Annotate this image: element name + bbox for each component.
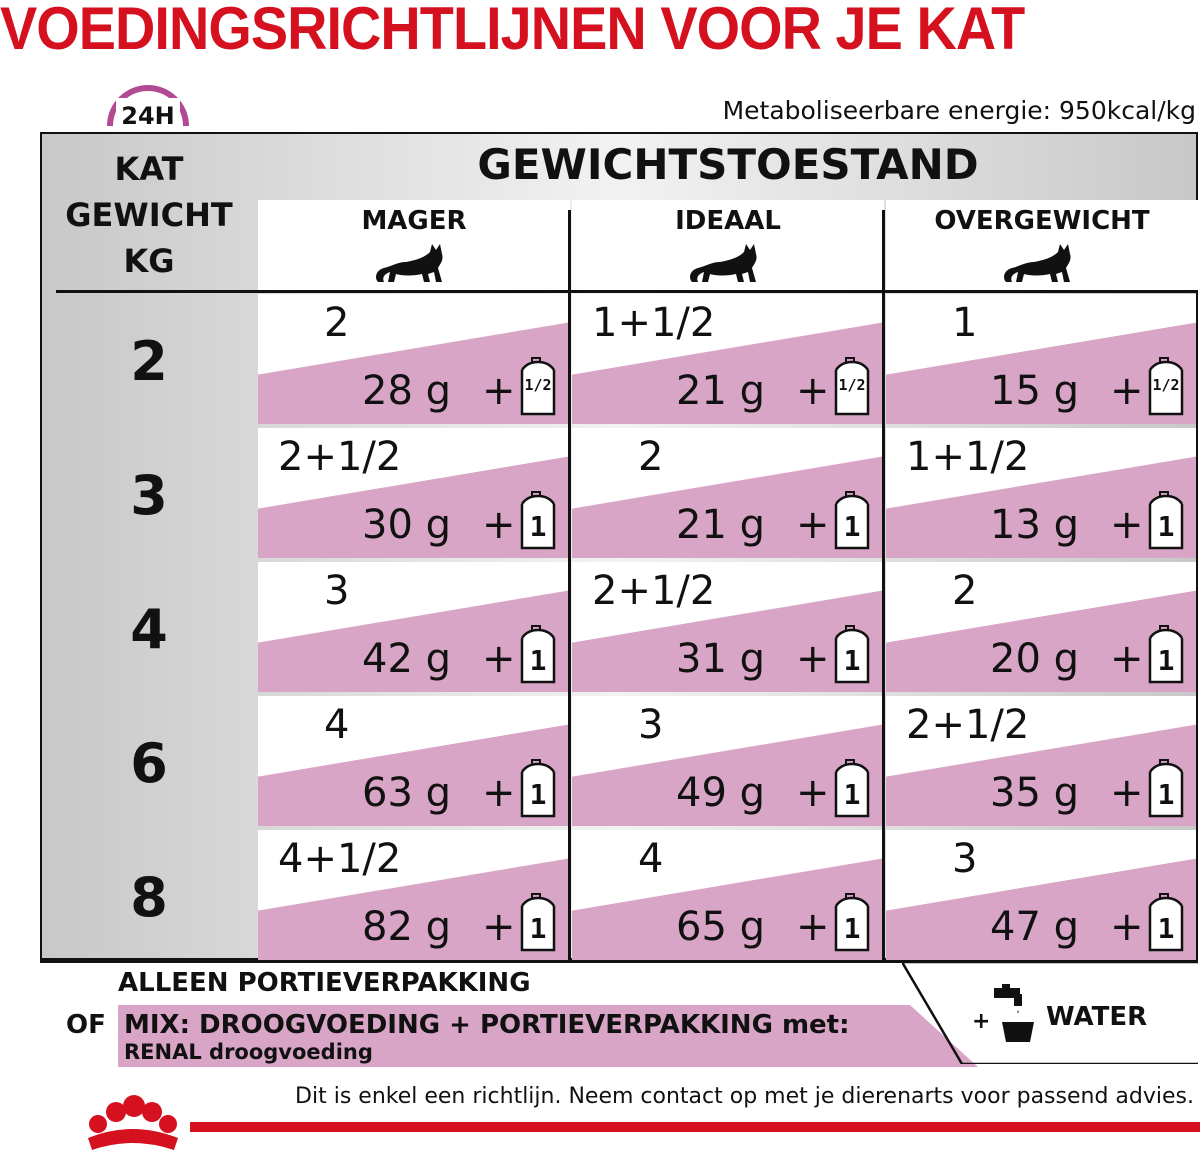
weight-kg: 3 — [130, 464, 168, 527]
table-cell — [572, 696, 882, 826]
pouch-quantity: 1/2 — [524, 376, 552, 394]
dry-food-grams: 30 g — [362, 502, 452, 548]
portion-amount: 2 — [638, 434, 664, 480]
table-cell — [258, 294, 568, 424]
portion-amount: 3 — [638, 702, 664, 748]
disclaimer: Dit is enkel een richtlijn. Neem contact op met je dierenarts voor passend advies. — [295, 1084, 1194, 1109]
pouch-icon — [1146, 490, 1186, 550]
plus-sign: + — [482, 904, 516, 950]
pouch-icon — [832, 624, 872, 684]
column-label: IDEAAL — [675, 206, 781, 236]
pouch-icon — [1146, 758, 1186, 818]
pouch-icon — [518, 758, 558, 818]
pouch-icon — [1146, 624, 1186, 684]
plus-sign: + — [1110, 636, 1144, 682]
plus-sign: + — [1110, 502, 1144, 548]
water-plus: + — [972, 1009, 991, 1034]
dry-food-grams: 13 g — [990, 502, 1080, 548]
pouch-quantity: 1 — [843, 778, 861, 811]
column-divider — [568, 210, 571, 960]
table-cell — [572, 428, 882, 558]
portion-amount: 1+1/2 — [906, 434, 1030, 480]
plus-sign: + — [796, 368, 830, 414]
portion-amount: 3 — [952, 836, 978, 882]
pouch-quantity: 1 — [1157, 912, 1175, 945]
portion-amount: 2+1/2 — [906, 702, 1030, 748]
header-divider — [56, 290, 1198, 293]
cat-icon — [686, 242, 770, 286]
portion-amount: 2 — [952, 568, 978, 614]
column-label: MAGER — [361, 206, 467, 236]
pouch-icon — [518, 892, 558, 952]
pouch-quantity: 1 — [1157, 644, 1175, 677]
plus-sign: + — [482, 502, 516, 548]
plus-sign: + — [482, 368, 516, 414]
table-cell — [886, 830, 1196, 960]
plus-sign: + — [482, 770, 516, 816]
footer-red-line — [190, 1122, 1200, 1132]
portion-amount: 3 — [324, 568, 350, 614]
dry-food-grams: 21 g — [676, 368, 766, 414]
plus-sign: + — [1110, 368, 1144, 414]
dry-food-grams: 49 g — [676, 770, 766, 816]
portion-amount: 4 — [324, 702, 350, 748]
portion-amount: 4+1/2 — [278, 836, 402, 882]
pouch-icon — [832, 490, 872, 550]
weight-kg: 6 — [130, 732, 168, 795]
weight-kg: 4 — [130, 598, 168, 661]
pouch-icon — [1146, 892, 1186, 952]
dry-food-grams: 21 g — [676, 502, 766, 548]
mix-label: MIX: DROOGVOEDING + PORTIEVERPAKKING met: — [124, 1010, 850, 1040]
water-label: WATER — [1046, 1002, 1148, 1032]
dry-food-grams: 35 g — [990, 770, 1080, 816]
table-cell — [886, 562, 1196, 692]
kat-header-line: KAT — [114, 150, 184, 188]
plus-sign: + — [1110, 904, 1144, 950]
pouch-icon — [518, 624, 558, 684]
dry-food-grams: 28 g — [362, 368, 452, 414]
dry-food-grams: 15 g — [990, 368, 1080, 414]
pouch-quantity: 1 — [529, 510, 547, 543]
badge-label: 24H — [121, 102, 175, 130]
table-cell — [258, 830, 568, 960]
water-tap-icon — [968, 982, 1038, 1048]
pouch-quantity: 1 — [529, 912, 547, 945]
table-cell — [572, 562, 882, 692]
table-cell — [572, 830, 882, 960]
column-divider — [882, 210, 885, 960]
dry-food-grams: 47 g — [990, 904, 1080, 950]
only-pouch-label: ALLEEN PORTIEVERPAKKING — [118, 968, 531, 998]
plus-sign: + — [796, 636, 830, 682]
plus-sign: + — [482, 636, 516, 682]
column-header-overgewicht — [886, 200, 1198, 290]
column-header-mager — [258, 200, 570, 290]
pouch-icon — [832, 758, 872, 818]
or-label: OF — [66, 1010, 106, 1040]
weight-state-header: GEWICHTSTOESTAND — [477, 140, 979, 189]
column-header-ideaal — [572, 200, 884, 290]
pouch-icon — [832, 356, 872, 416]
portion-amount: 2 — [324, 300, 350, 346]
table-cell — [886, 696, 1196, 826]
mix-sublabel: RENAL droogvoeding — [124, 1040, 373, 1064]
portion-amount: 4 — [638, 836, 664, 882]
kat-header-line: GEWICHT — [65, 196, 233, 234]
pouch-quantity: 1 — [843, 644, 861, 677]
portion-amount: 1+1/2 — [592, 300, 716, 346]
dry-food-grams: 65 g — [676, 904, 766, 950]
dry-food-grams: 42 g — [362, 636, 452, 682]
royal-canin-crown-logo — [82, 1090, 182, 1156]
pouch-icon — [832, 892, 872, 952]
pouch-quantity: 1 — [1157, 778, 1175, 811]
pouch-quantity: 1 — [843, 912, 861, 945]
table-cell — [258, 696, 568, 826]
plus-sign: + — [796, 904, 830, 950]
pouch-quantity: 1 — [529, 644, 547, 677]
energy-info: Metaboliseerbare energie: 950kcal/kg — [722, 96, 1196, 125]
portion-amount: 2+1/2 — [278, 434, 402, 480]
table-cell — [572, 294, 882, 424]
weight-kg: 8 — [130, 866, 168, 929]
table-cell — [258, 562, 568, 692]
clock-24h-icon — [100, 64, 196, 130]
table-cell — [886, 294, 1196, 424]
table-cell — [886, 428, 1196, 558]
cat-icon — [1000, 242, 1084, 286]
pouch-quantity: 1/2 — [1152, 376, 1180, 394]
dry-food-grams: 31 g — [676, 636, 766, 682]
plus-sign: + — [796, 502, 830, 548]
pouch-icon — [518, 490, 558, 550]
pouch-quantity: 1 — [529, 778, 547, 811]
dry-food-grams: 63 g — [362, 770, 452, 816]
pouch-icon — [518, 356, 558, 416]
pouch-quantity: 1/2 — [838, 376, 866, 394]
portion-amount: 2+1/2 — [592, 568, 716, 614]
column-label: OVERGEWICHT — [934, 206, 1150, 236]
pouch-quantity: 1 — [1157, 510, 1175, 543]
weight-kg: 2 — [130, 330, 168, 393]
cat-icon — [372, 242, 456, 286]
dry-food-grams: 20 g — [990, 636, 1080, 682]
page-title: VOEDINGSRICHTLIJNEN VOOR JE KAT — [0, 0, 1025, 62]
plus-sign: + — [1110, 770, 1144, 816]
dry-food-grams: 82 g — [362, 904, 452, 950]
table-cell — [258, 428, 568, 558]
pouch-icon — [1146, 356, 1186, 416]
plus-sign: + — [796, 770, 830, 816]
kat-header-line: KG — [123, 242, 175, 280]
kat-weight-header — [40, 146, 258, 284]
pouch-quantity: 1 — [843, 510, 861, 543]
portion-amount: 1 — [952, 300, 978, 346]
